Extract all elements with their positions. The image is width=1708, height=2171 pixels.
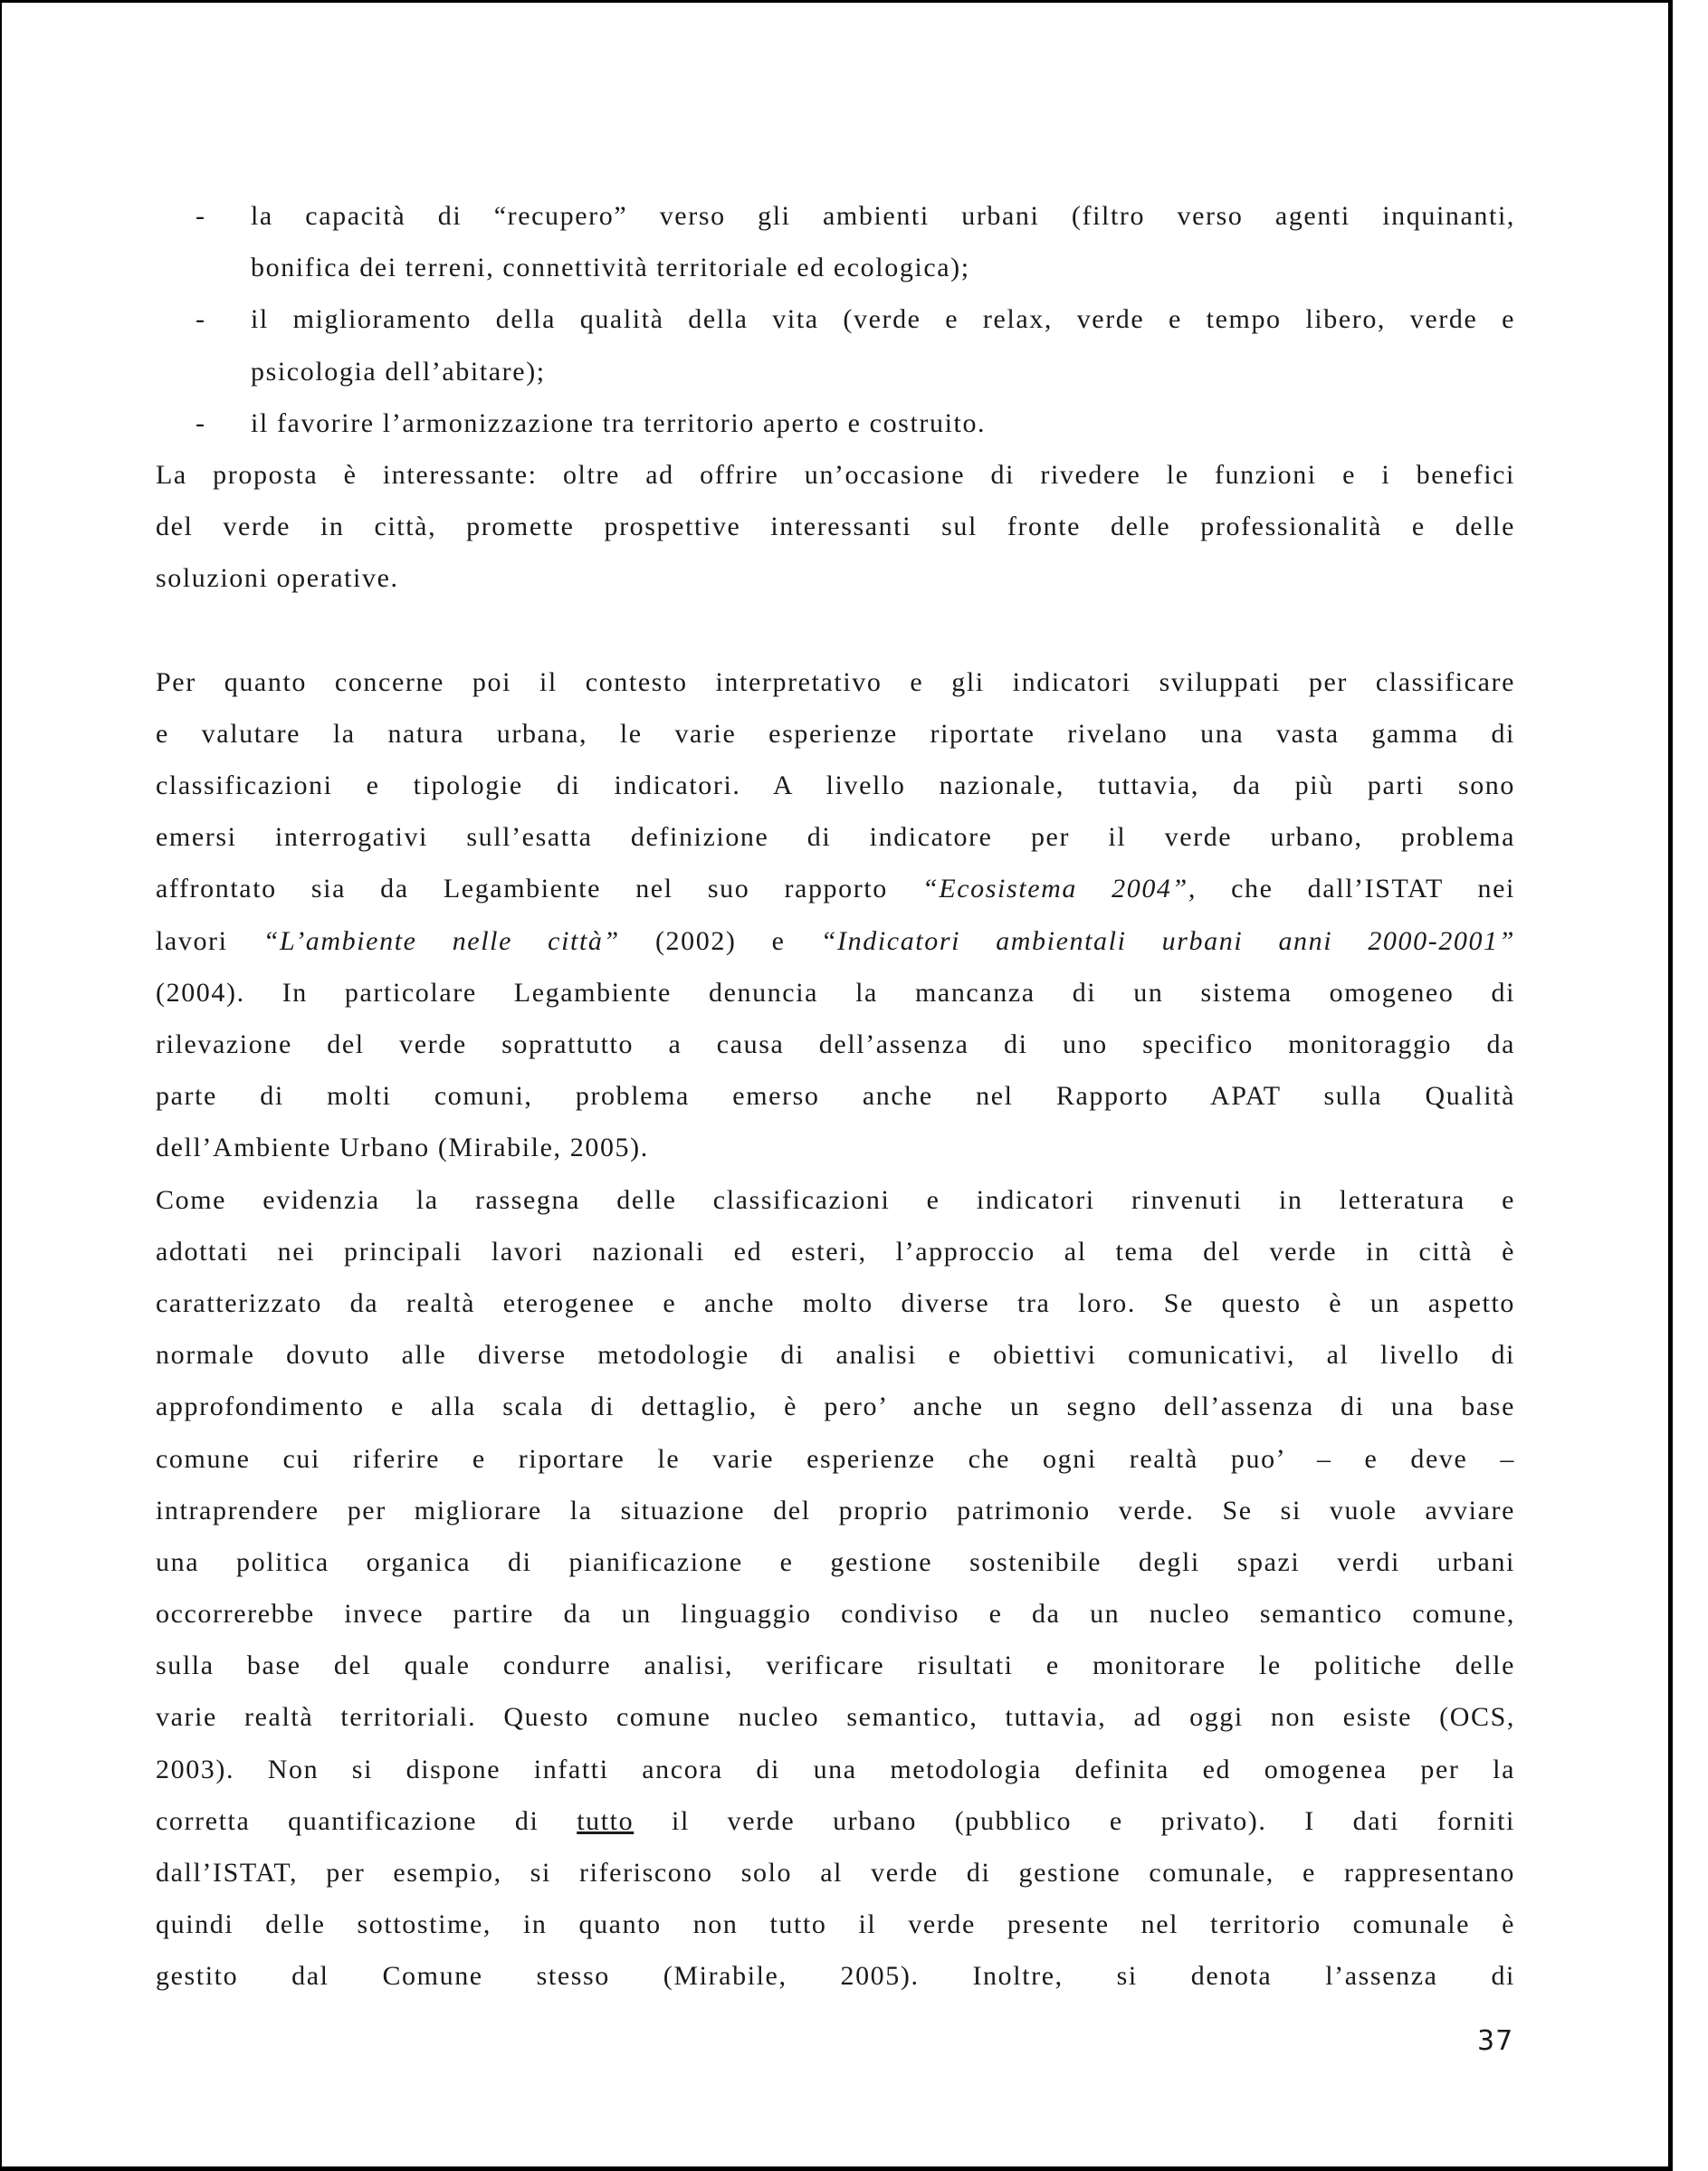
bullet-item: - la capacità di “recupero” verso gli ambienti urbani (filtro verso agenti inquinanti,: [156, 190, 1515, 242]
text-line: comune cui riferire e riportare le varie esperienze che ogni realtà puo’ – e deve –: [156, 1443, 1515, 1474]
paragraph-2: [156, 656, 1515, 1174]
text-line: classificazioni e tipologie di indicatori. A livello nazionale, tuttavia, da più parti sono: [156, 770, 1515, 801]
text-line: adottati nei principali lavori nazionali ed esteri, l’approccio al tema del verde in città è: [156, 1236, 1515, 1267]
italic-title-ecosistema: “Ecosistema 2004”,: [922, 874, 1197, 904]
text-line: rilevazione del verde soprattutto a causa dell’assenza di uno specifico monitoraggio da: [156, 1029, 1515, 1059]
text-line: del verde in città, promette prospettive interessanti sul fronte delle professionalità e delle: [156, 512, 1515, 542]
text-line: intraprendere per migliorare la situazione del proprio patrimonio verde. Se si vuole avviare: [156, 1495, 1515, 1525]
text-line: soluzioni operative.: [156, 563, 399, 594]
bullet-dash: -: [196, 407, 206, 438]
paragraph-1: [156, 449, 1515, 605]
text-line: corretta quantificazione di tutto il verde urbano (pubblico e privato). I dati forniti: [156, 1805, 1515, 1836]
page-number: 37: [1477, 2025, 1514, 2057]
text-line: emersi interrogativi sull’esatta definizione di indicatore per il verde urbano, problema: [156, 822, 1515, 853]
text-line: (2004). In particolare Legambiente denuncia la mancanza di un sistema omogeneo di: [156, 977, 1515, 1008]
bullet-dash: -: [196, 201, 206, 231]
bullet-continuation: psicologia dell’abitare);: [251, 356, 546, 387]
text-line: sulla base del quale condurre analisi, verificare risultati e monitorare le politiche delle: [156, 1650, 1515, 1681]
text-line: gestito dal Comune stesso (Mirabile, 2005). Inoltre, si denota l’assenza di: [156, 1961, 1515, 1992]
text-line: 2003). Non si dispone infatti ancora di una metodologia definita ed omogenea per la: [156, 1754, 1515, 1784]
paragraph-3: [156, 1174, 1515, 2003]
text-line: approfondimento e alla scala di dettaglio, è pero’ anche un segno dell’assenza di una base: [156, 1392, 1515, 1422]
italic-title-ambiente: “L’ambiente nelle città”: [262, 925, 620, 956]
paragraph-gap: [156, 605, 1515, 656]
underlined-word: tutto: [577, 1805, 635, 1836]
text-line: varie realtà territoriali. Questo comune nucleo semantico, tuttavia, ad oggi non esiste (OCS,: [156, 1702, 1515, 1733]
text-line: affrontato sia da Legambiente nel suo rapporto “Ecosistema 2004”, che dall’ISTAT nei: [156, 874, 1515, 904]
text-line: caratterizzato da realtà eterogenee e anche molto diverse tra loro. Se questo è un aspetto: [156, 1287, 1515, 1318]
bullet-item: - il favorire l’armonizzazione tra territorio aperto e costruito.: [156, 397, 1515, 449]
text-line: Per quanto concerne poi il contesto interpretativo e gli indicatori sviluppati per classificare: [156, 666, 1515, 697]
text-line: una politica organica di pianificazione e gestione sostenibile degli spazi verdi urbani: [156, 1546, 1515, 1577]
text-line: La proposta è interessante: oltre ad offrire un’occasione di rivedere le funzioni e i benefici: [156, 459, 1515, 490]
text-line: dall’ISTAT, per esempio, si riferiscono solo al verde di gestione comunale, e rappresentano: [156, 1858, 1515, 1888]
bullet-item: - il miglioramento della qualità della vita (verde e relax, verde e tempo libero, verde e: [156, 293, 1515, 345]
italic-title-indicatori: “Indicatori ambientali urbani anni 2000-2001”: [820, 925, 1516, 956]
text-line: quindi delle sottostime, in quanto non tutto il verde presente nel territorio comunale è: [156, 1909, 1515, 1940]
text-line: parte di molti comuni, problema emerso anche nel Rapporto APAT sulla Qualità: [156, 1081, 1515, 1112]
text-line: normale dovuto alle diverse metodologie di analisi e obiettivi comunicativi, al livello di: [156, 1340, 1515, 1371]
text-line: dell’Ambiente Urbano (Mirabile, 2005).: [156, 1133, 649, 1163]
text-line: e valutare la natura urbana, le varie esperienze riportate rivelano una vasta gamma di: [156, 718, 1515, 749]
text-line: occorrerebbe invece partire da un linguaggio condiviso e da un nucleo semantico comune,: [156, 1599, 1515, 1630]
text-line: lavori “L’ambiente nelle città” (2002) e “Indicatori ambientali urbani anni 2000-2001”: [156, 925, 1516, 956]
bullet-continuation: bonifica dei terreni, connettività territoriale ed ecologica);: [251, 253, 970, 283]
bullet-list: [156, 190, 1515, 449]
text-line: Come evidenzia la rassegna delle classificazioni e indicatori rinvenuti in letteratura e: [156, 1184, 1515, 1215]
bullet-dash: -: [196, 304, 206, 335]
body-text: [156, 190, 1515, 2003]
